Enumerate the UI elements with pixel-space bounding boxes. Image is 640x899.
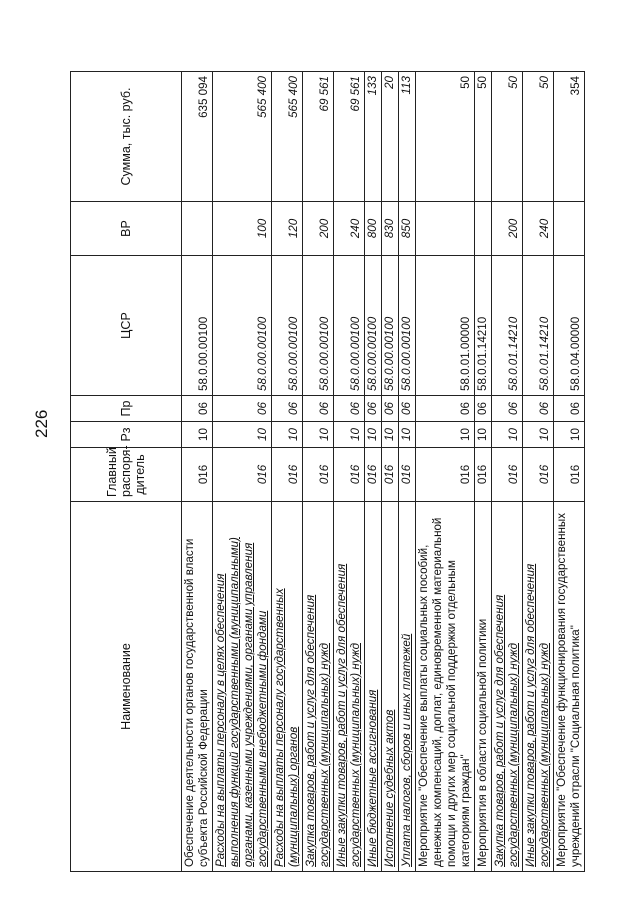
row-rz: 10 [213, 422, 272, 448]
row-name [382, 502, 399, 872]
table-row [334, 72, 365, 872]
row-name [492, 502, 523, 872]
table-row [554, 72, 585, 872]
row-name [213, 502, 272, 872]
row-pr: 06 [365, 396, 382, 422]
row-csr: 58.0.00.00100 [365, 256, 382, 396]
row-name [365, 502, 382, 872]
row-vr: 240 [334, 202, 365, 256]
row-vr [416, 202, 475, 256]
row-sum: 50 [492, 72, 523, 202]
row-rz: 10 [416, 422, 475, 448]
rotated-table-wrapper [70, 72, 582, 872]
table-row [272, 72, 303, 872]
row-main-manager: 016 [365, 448, 382, 502]
row-csr: 58.0.00.00100 [334, 256, 365, 396]
row-sum: 50 [416, 72, 475, 202]
row-name-text: Иные бюджетные ассигнования [366, 689, 379, 867]
row-name [334, 502, 365, 872]
row-sum: 354 [554, 72, 585, 202]
header-sum: Сумма, тыс. руб. [71, 72, 182, 202]
row-name-text: Иные закупки товаров, работ и услуг для обеспечения государственных (муниципальных) нужд [335, 563, 362, 867]
row-sum: 565 400 [272, 72, 303, 202]
row-name-text: Иные закупки товаров, работ и услуг для обеспечения государственных (муниципальных) нужд [524, 563, 551, 867]
row-vr [554, 202, 585, 256]
header-name: Наименование [71, 502, 182, 872]
row-name-text: Уплата налогов, сборов и иных платежей [400, 633, 413, 867]
row-main-manager: 016 [182, 448, 213, 502]
row-pr: 06 [334, 396, 365, 422]
row-name-text: Закупка товаров, работ и услуг для обеспечения государственных (муниципальных) нужд [304, 594, 331, 867]
row-pr: 06 [399, 396, 416, 422]
table-row [303, 72, 334, 872]
row-main-manager: 016 [399, 448, 416, 502]
row-pr: 06 [554, 396, 585, 422]
row-csr: 58.0.00.00100 [213, 256, 272, 396]
row-vr: 850 [399, 202, 416, 256]
row-main-manager: 016 [272, 448, 303, 502]
row-vr: 200 [303, 202, 334, 256]
table-row [365, 72, 382, 872]
row-name-text: Закупка товаров, работ и услуг для обеспечения государственных (муниципальных) нужд [493, 594, 520, 867]
row-sum: 133 [365, 72, 382, 202]
table-row [213, 72, 272, 872]
row-csr: 58.0.01.14210 [492, 256, 523, 396]
table-row [492, 72, 523, 872]
row-pr: 06 [523, 396, 554, 422]
row-name [399, 502, 416, 872]
row-csr: 58.0.01.14210 [475, 256, 492, 396]
row-main-manager: 016 [492, 448, 523, 502]
row-rz: 10 [523, 422, 554, 448]
row-vr: 120 [272, 202, 303, 256]
table-row [523, 72, 554, 872]
row-csr: 58.0.04.00000 [554, 256, 585, 396]
row-rz: 10 [554, 422, 585, 448]
row-vr: 830 [382, 202, 399, 256]
row-rz: 10 [475, 422, 492, 448]
row-csr: 58.0.00.00100 [303, 256, 334, 396]
table-row [182, 72, 213, 872]
row-main-manager: 016 [475, 448, 492, 502]
row-sum: 50 [475, 72, 492, 202]
row-name-text: Расходы на выплаты персоналу в целях обеспечения выполнения функций государственными (муниципальными) органами, казенными учреждениями, органами управления государственными внебюджетными фондами [214, 537, 269, 867]
row-pr: 06 [492, 396, 523, 422]
row-vr: 100 [213, 202, 272, 256]
table-row [475, 72, 492, 872]
row-sum: 635 094 [182, 72, 213, 202]
row-rz: 10 [272, 422, 303, 448]
row-main-manager: 016 [303, 448, 334, 502]
row-sum: 50 [523, 72, 554, 202]
row-sum: 565 400 [213, 72, 272, 202]
table-row [399, 72, 416, 872]
row-vr: 200 [492, 202, 523, 256]
row-main-manager: 016 [382, 448, 399, 502]
row-main-manager: 016 [523, 448, 554, 502]
row-name [272, 502, 303, 872]
header-rz: Рз [71, 422, 182, 448]
table-row [416, 72, 475, 872]
row-rz: 10 [492, 422, 523, 448]
row-sum: 69 561 [303, 72, 334, 202]
budget-table [70, 71, 585, 872]
row-csr: 58.0.00.00100 [399, 256, 416, 396]
row-csr: 58.0.01.00000 [416, 256, 475, 396]
row-vr: 240 [523, 202, 554, 256]
page-number: 226 [32, 409, 51, 438]
row-sum: 113 [399, 72, 416, 202]
row-main-manager: 016 [213, 448, 272, 502]
row-pr: 06 [382, 396, 399, 422]
row-sum: 69 561 [334, 72, 365, 202]
row-name [523, 502, 554, 872]
row-main-manager: 016 [334, 448, 365, 502]
row-pr: 06 [213, 396, 272, 422]
header-main-manager: Главный распоря-дитель [71, 448, 182, 502]
row-main-manager: 016 [416, 448, 475, 502]
row-pr: 06 [182, 396, 213, 422]
row-name: Обеспечение деятельности органов государственной власти субъекта Российской Федерации [182, 502, 213, 872]
row-rz: 10 [303, 422, 334, 448]
row-pr: 06 [303, 396, 334, 422]
row-vr [475, 202, 492, 256]
row-name-text: Исполнение судебных актов [383, 709, 396, 867]
row-main-manager: 016 [554, 448, 585, 502]
row-csr: 58.0.00.00100 [382, 256, 399, 396]
row-name: Мероприятие "Обеспечение функционирования государственных учреждений отрасли "Социальная политика" [554, 502, 585, 872]
row-vr [182, 202, 213, 256]
row-rz: 10 [382, 422, 399, 448]
row-csr: 58.0.00.00100 [182, 256, 213, 396]
header-csr: ЦСР [71, 256, 182, 396]
table-header-row [71, 72, 182, 872]
row-rz: 10 [334, 422, 365, 448]
header-pr: Пр [71, 396, 182, 422]
row-sum: 20 [382, 72, 399, 202]
header-vr: ВР [71, 202, 182, 256]
row-rz: 10 [365, 422, 382, 448]
table-row [382, 72, 399, 872]
row-csr: 58.0.01.14210 [523, 256, 554, 396]
row-csr: 58.0.00.00100 [272, 256, 303, 396]
row-pr: 06 [475, 396, 492, 422]
row-rz: 10 [182, 422, 213, 448]
row-pr: 06 [272, 396, 303, 422]
row-name [303, 502, 334, 872]
row-pr: 06 [416, 396, 475, 422]
row-rz: 10 [399, 422, 416, 448]
table-body [182, 72, 585, 872]
row-name-text: Расходы на выплаты персоналу государственных (муниципальных) органов [273, 588, 300, 867]
row-vr: 800 [365, 202, 382, 256]
row-name: Мероприятие "Обеспечение выплаты социальных пособий, денежных компенсаций, доплат, единовременной материальной помощи и других мер социальной поддержки отдельным категориям граждан" [416, 502, 475, 872]
row-name: Мероприятия в области социальной политики [475, 502, 492, 872]
